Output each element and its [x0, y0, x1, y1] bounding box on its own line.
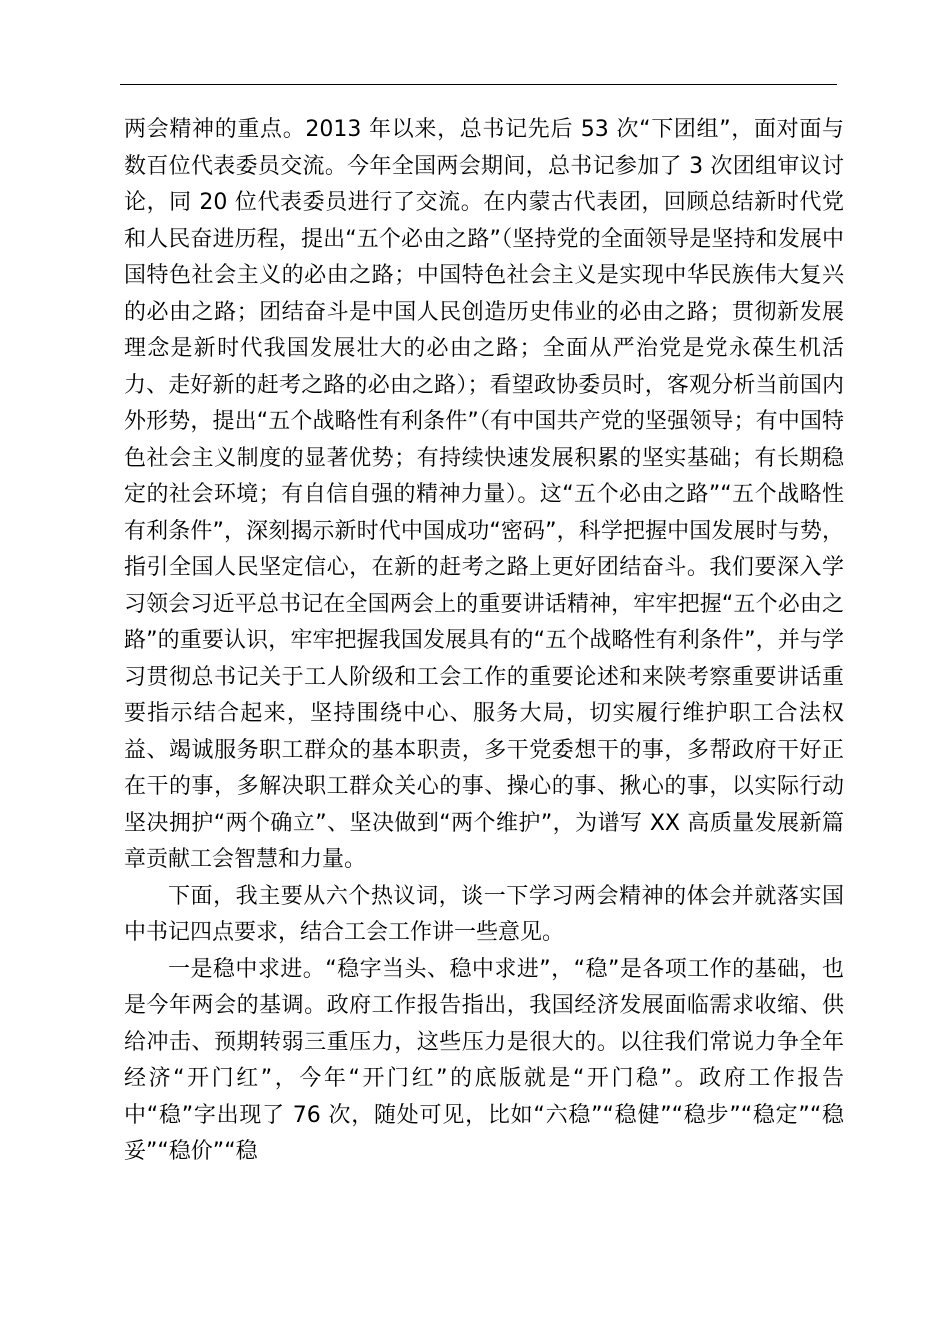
paragraph-point-one: 一是稳中求进。“稳字当头、稳中求进”，“稳”是各项工作的基础，也是今年两会的基调。政府工作报告指出，我国经济发展面临需求收缩、供给冲击、预期转弱三重压力，这些压力是很大的。以往我们常说力争全年经济“开门红”，今年“开门红”的底版就是“开门稳”。政府工作报告中“稳”字出现了 76 次，随处可见，比如“六稳”“稳健”“稳步”“稳定”“稳妥”“稳价”“稳 — [124, 956, 844, 1164]
body-text — [124, 112, 844, 1171]
header-rule — [120, 84, 837, 85]
paragraph-intro: 下面，我主要从六个热议词，谈一下学习两会精神的体会并就落实国中书记四点要求，结合工会工作讲一些意见。 — [124, 883, 844, 945]
paragraph-continuation: 两会精神的重点。2013 年以来，总书记先后 53 次“下团组”，面对面与数百位代表委员交流。今年全国两会期间，总书记参加了 3 次团组审议讨论，同 20 位代表委员进行了交流。在内蒙古代表团，回顾总结新时代党和人民奋进历程，提出“五个必由之路”（坚持党的全面领导是坚持和发展中国特色社会主义的必由之路；中国特色社会主义是实现中华民族伟大复兴的必由之路；团结奋斗是中国人民创造历史伟业的必由之路；贯彻新发展理念是新时代我国发展壮大的必由之路；全面从严治党是党永葆生机活力、走好新的赶考之路的必由之路）；看望政协委员时，客观分析当前国内外形势，提出“五个战略性有利条件”（有中国共产党的坚强领导；有中国特色社会主义制度的显著优势；有持续快速发展积累的坚实基础；有长期稳定的社会环境；有自信自强的精神力量）。这“五个必由之路”“五个战略性有利条件”，深刻揭示新时代中国成功“密码”，科学把握中国发展时与势，指引全国人民坚定信心，在新的赶考之路上更好团结奋斗。我们要深入学习领会习近平总书记在全国两会上的重要讲话精神，牢牢把握“五个必由之路”的重要认识，牢牢把握我国发展具有的“五个战略性有利条件”，并与学习贯彻总书记关于工人阶级和工会工作的重要论述和来陕考察重要讲话重要指示结合起来，坚持围绕中心、服务大局，切实履行维护职工合法权益、竭诚服务职工群众的基本职责，多干党委想干的事，多帮政府干好正在干的事，多解决职工群众关心的事、操心的事、揪心的事，以实际行动坚决拥护“两个确立”、坚决做到“两个维护”，为谱写 XX 高质量发展新篇章贡献工会智慧和力量。 — [124, 117, 844, 872]
